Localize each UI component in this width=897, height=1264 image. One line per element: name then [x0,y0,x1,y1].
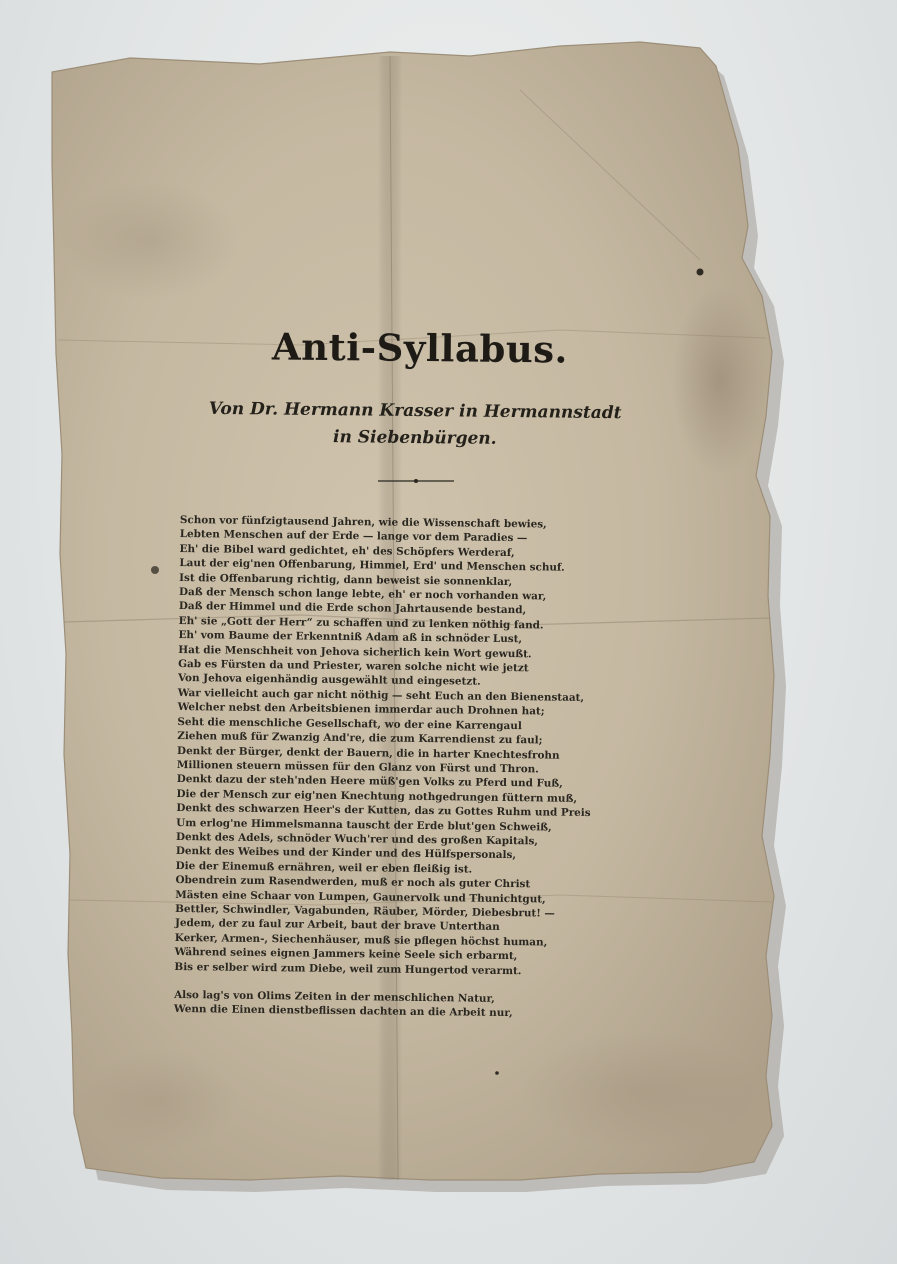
document-byline [200,396,631,454]
poem-line: War vielleicht auch gar nicht nöthig — seht Euch an den Bienenstaat, [177,686,585,704]
poem-line: Um erlog'ne Himmelsmanna tauscht der Erde blut'gen Schweiß, [176,816,552,834]
poem-line: Eh' sie „Gott der Herr“ zu schaffen und zu lenken nöthig fand. [178,614,544,632]
poem-line: Lebten Menschen auf der Erde — lange vor dem Paradies — [179,528,528,545]
poem-line: Mästen eine Schaar von Lumpen, Gaunervolk und Thunichtgut, [175,888,546,906]
poem-line: Denkt des schwarzen Heer's der Kutten, das zu Gottes Ruhm und Preis [176,802,591,820]
poem-line: Eh' vom Baume der Erkenntniß Adam aß in schnöder Lust, [178,629,523,646]
poem-line: Von Jehova eigenhändig ausgewählt und eingesetzt. [177,672,481,689]
poem-line: Also lag's von Olims Zeiten in der menschlichen Natur, [174,988,495,1005]
poem-line: Schon vor fünfzigtausend Jahren, wie die Wissenschaft bewies, [179,513,547,531]
byline-line-1: Von Dr. Hermann Krasser in Hermannstadt [208,398,622,424]
poem-line: Kerker, Armen-, Siechenhäuser, muß sie pflegen höchst human, [174,931,548,949]
poem-line: Denkt der Bürger, denkt der Bauern, die in harter Knechtesfrohn [177,744,560,762]
poem-line: Eh' die Bibel ward gedichtet, eh' des Schöpfers Werderaf, [179,542,515,559]
divider-ornament [378,478,454,484]
poem-line: Denkt des Adels, schnöder Wuch'rer und des großen Kapitals, [175,830,539,848]
poem-line: Denkt dazu der steh'nden Heere müß'gen Volks zu Pferd und Fuß, [176,773,563,791]
poem-line: Gab es Fürsten da und Priester, waren solche nicht wie jetzt [178,658,529,675]
poem-line: Wenn die Einen dienstbeflissen dachten an die Arbeit nur, [173,1003,513,1020]
poem-line: Seht die menschliche Gesellschaft, wo der eine Karrengaul [177,715,522,732]
poem-line: Millionen steuern müssen für den Glanz von Fürst und Thron. [176,758,539,776]
poem-line: Jedem, der zu faul zur Arbeit, baut der brave Unterthan [174,917,500,934]
poem-line: Die der Mensch zur eig'nen Knechtung nothgedrungen füttern muß, [176,787,578,805]
poem-line: Bis er selber wird zum Diebe, weil zum Hungertod verarmt. [174,960,522,977]
poem-line: Bettler, Schwindler, Vagabunden, Räuber, Mörder, Diebesbrut! — [175,902,555,920]
poem-line: Denkt des Weibes und der Kinder und des Hülfspersonals, [175,845,517,862]
poem-line: Daß der Himmel und die Erde schon Jahrtausende bestand, [178,600,527,617]
poem-line: Hat die Menschheit von Jehova sicherlich kein Wort gewußt. [178,643,532,660]
poem-line: Laut der eig'nen Offenbarung, Himmel, Erd' und Menschen schuf. [179,557,565,574]
document-title: Anti-Syllabus. [271,324,569,372]
poem-line: Ziehen muß für Zwanzig And're, die zum Karrendienst zu faul; [177,730,543,747]
poem-line: Daß der Mensch schon lange lebte, eh' er noch vorhanden war, [178,586,547,603]
poem-text [174,513,650,1023]
poem-line: Ist die Offenbarung richtig, dann beweist sie sonnenklar, [179,571,513,588]
poem-line: Während seines eignen Jammers keine Seele sich erbarmt, [174,946,518,963]
poem-line: Obendrein zum Rasendwerden, muß er noch als guter Christ [175,874,531,891]
poem-line: Welcher nebst den Arbeitsbienen immerdar auch Drohnen hat; [177,701,545,718]
poem-line: Die der Einemuß ernähren, weil er eben fleißig ist. [175,859,473,876]
byline-line-2: in Siebenbürgen. [332,427,497,449]
